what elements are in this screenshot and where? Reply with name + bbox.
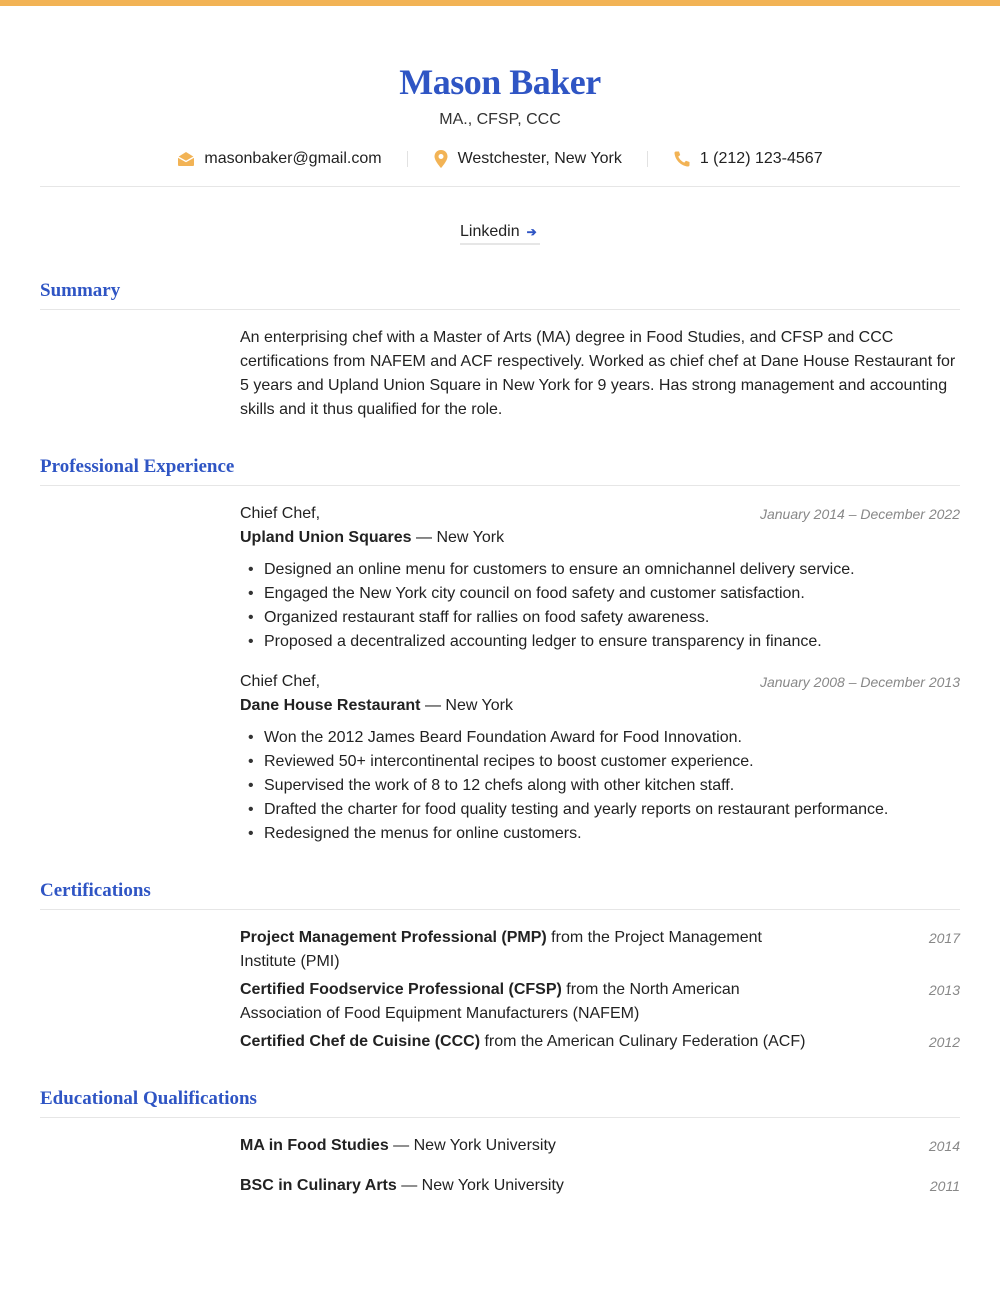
resume-header xyxy=(0,62,1000,131)
education-item xyxy=(240,1174,960,1198)
list-item: • Won the 2012 James Beard Foundation Award for Food Innovation. xyxy=(240,726,960,750)
list-item: • Reviewed 50+ intercontinental recipes to boost customer experience. xyxy=(240,750,960,774)
job-bullets xyxy=(240,726,960,846)
contact-email[interactable] xyxy=(177,147,381,171)
section-title-education: Educational Qualifications xyxy=(40,1088,257,1109)
certification-item xyxy=(240,926,960,974)
location-text: Westchester, New York xyxy=(457,150,622,167)
location-pin-icon xyxy=(433,149,449,169)
job-bullets xyxy=(240,558,960,654)
list-item: • Drafted the charter for food quality testing and yearly reports on restaurant performance. xyxy=(240,798,960,822)
contact-divider xyxy=(407,151,408,167)
edu-year: 2011 xyxy=(929,1178,960,1194)
phone-icon xyxy=(673,150,691,168)
cert-year: 2012 xyxy=(928,1034,960,1050)
section-title-certifications: Certifications xyxy=(40,880,151,901)
certification-item xyxy=(240,1030,960,1054)
edu-school: — New York University xyxy=(396,1177,564,1194)
section-divider xyxy=(40,909,960,910)
cert-detail: from the North American Association of Food Equipment Manufacturers (NAFEM) xyxy=(240,981,740,1022)
job-company-line xyxy=(240,694,960,718)
job-role: Chief Chef, xyxy=(240,505,321,522)
contact-divider xyxy=(647,151,648,167)
contact-bar xyxy=(0,147,1000,171)
job-location: — New York xyxy=(411,529,505,546)
edu-degree: BSC in Culinary Arts xyxy=(240,1177,397,1194)
job-dates: January 2008 – December 2013 xyxy=(759,674,960,690)
candidate-credentials: MA., CFSP, CCC xyxy=(439,111,561,128)
list-item: • Engaged the New York city council on food safety and customer satisfaction. xyxy=(240,582,960,606)
list-item: • Designed an online menu for customers to ensure an omnichannel delivery service. xyxy=(240,558,960,582)
job-entry xyxy=(240,670,960,846)
edu-degree: MA in Food Studies xyxy=(240,1137,389,1154)
arrow-right-icon: ➔ xyxy=(526,225,537,239)
list-item: • Proposed a decentralized accounting ledger to ensure transparency in finance. xyxy=(240,630,960,654)
section-title-summary: Summary xyxy=(40,280,121,301)
certification-item xyxy=(240,978,960,1026)
summary-text: An enterprising chef with a Master of Arts (MA) degree in Food Studies, and CFSP and CCC certifications from NAFEM and ACF respectively. Worked as chief chef at Dane House Restaurant for 5 years and Upland Union Square in New York for 9 years. Has strong management and accounting skills and it thus qualified for the role. xyxy=(240,329,956,418)
phone-text: 1 (212) 123-4567 xyxy=(699,150,823,167)
education-item xyxy=(240,1134,960,1158)
job-company-line xyxy=(240,526,960,550)
email-text: masonbaker@gmail.com xyxy=(204,150,382,167)
contact-location xyxy=(433,147,622,171)
job-location: — New York xyxy=(420,697,513,714)
section-divider xyxy=(40,485,960,486)
section-title-experience: Professional Experience xyxy=(40,456,235,477)
cert-year: 2013 xyxy=(928,982,960,998)
list-item: • Redesigned the menus for online customers. xyxy=(240,822,960,846)
envelope-icon xyxy=(177,151,195,167)
job-company: Dane House Restaurant xyxy=(240,697,421,714)
job-company: Upland Union Squares xyxy=(240,529,412,546)
cert-name: Certified Chef de Cuisine (CCC) xyxy=(240,1033,481,1050)
cert-detail: from the Project Management Institute (PMI) xyxy=(240,929,762,970)
edu-school: — New York University xyxy=(388,1137,556,1154)
candidate-name: Mason Baker xyxy=(399,62,601,102)
header-divider xyxy=(40,186,960,187)
section-divider xyxy=(40,309,960,310)
edu-year: 2014 xyxy=(928,1138,960,1154)
job-dates: January 2014 – December 2022 xyxy=(759,506,960,522)
list-item: • Supervised the work of 8 to 12 chefs along with other kitchen staff. xyxy=(240,774,960,798)
cert-year: 2017 xyxy=(928,930,960,946)
job-entry xyxy=(240,502,960,654)
list-item: • Organized restaurant staff for rallies on food safety awareness. xyxy=(240,606,960,630)
top-accent-bar xyxy=(0,0,1000,6)
linkedin-link[interactable] xyxy=(460,221,540,245)
cert-detail: from the American Culinary Federation (ACF) xyxy=(480,1033,806,1050)
linkedin-label: Linkedin xyxy=(460,223,520,240)
cert-name: Certified Foodservice Professional (CFSP) xyxy=(240,981,562,998)
contact-phone[interactable] xyxy=(673,147,823,171)
job-role: Chief Chef, xyxy=(240,673,321,690)
cert-name: Project Management Professional (PMP) xyxy=(240,929,547,946)
section-divider xyxy=(40,1117,960,1118)
